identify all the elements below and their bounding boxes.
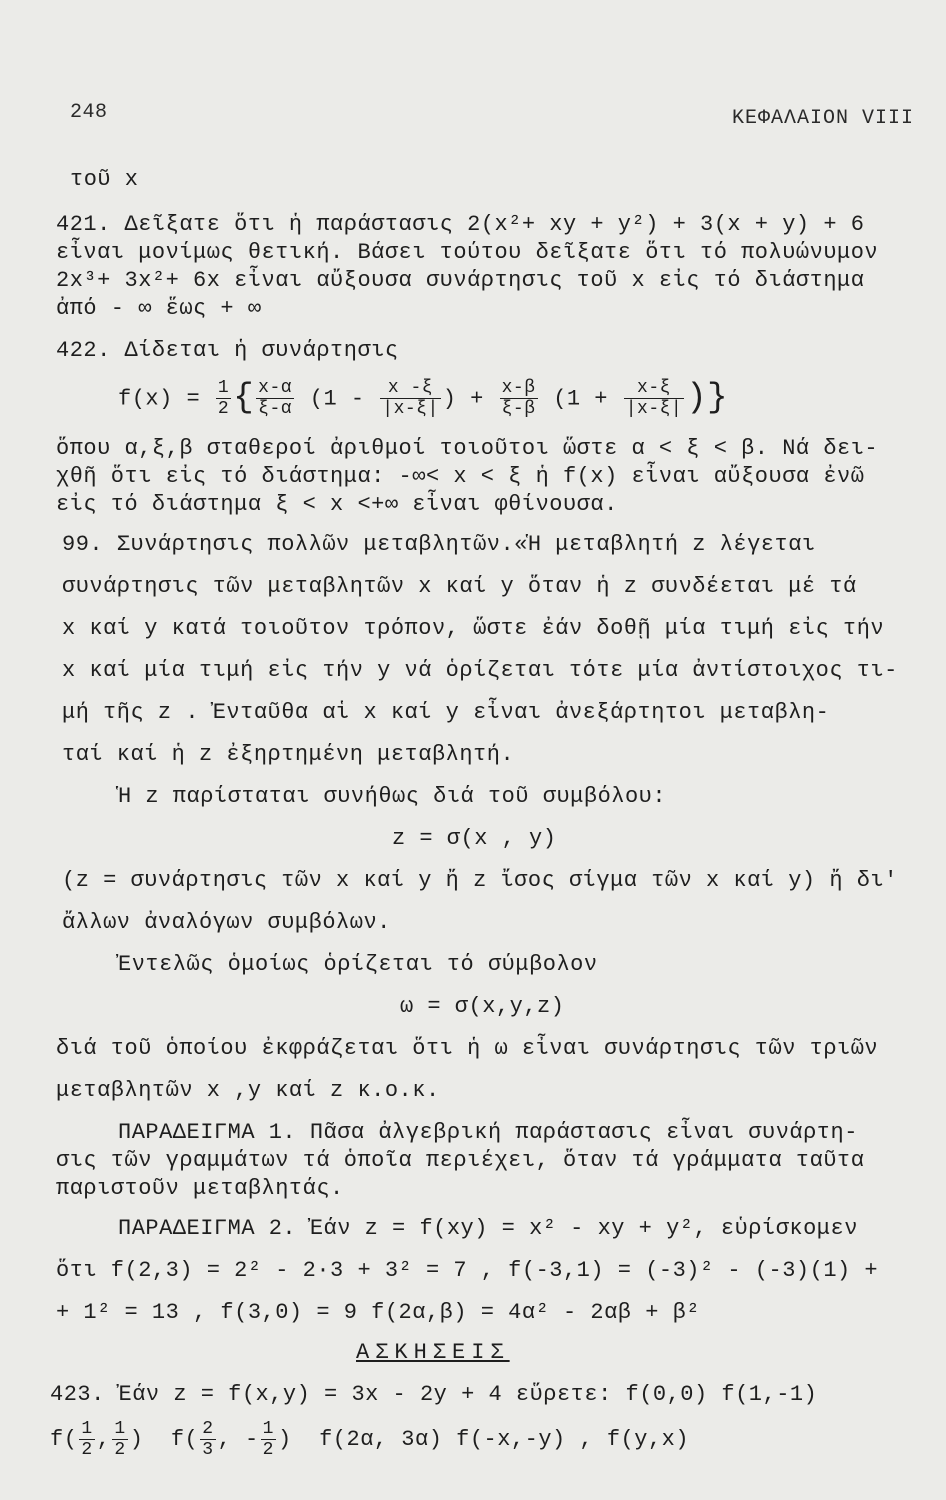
fraction-denominator: 2 <box>81 1439 93 1460</box>
text-line: Ἐντελῶς ὁμοίως ὁρίζεται τό σύμβολον <box>118 952 598 977</box>
text-line: διά τοῦ ὁποίου ἐκφράζεται ὅτι ἡ ω εἶναι συνάρτησις τῶν τριῶν <box>56 1036 879 1061</box>
text-line: μεταβλητῶν x ,y καί z κ.ο.κ. <box>56 1078 440 1103</box>
fraction-numerator: 1 <box>262 1418 274 1439</box>
fraction-numerator: 2 <box>202 1418 214 1439</box>
fraction-denominator: 2 <box>217 399 230 419</box>
fraction-denominator: 2 <box>114 1439 126 1460</box>
fraction <box>79 1419 94 1460</box>
fraction-numerator: x -ξ <box>380 378 441 399</box>
section-99-heading: 99. Συνάρτησις πολλῶν μεταβλητῶν.«Ἡ μεταβλητή z λέγεται <box>62 532 816 557</box>
chapter-heading: ΚΕΦΑΛΑΙΟΝ VIII <box>732 107 915 130</box>
formula-422 <box>118 378 728 419</box>
text-line: παριστοῦν μεταβλητάς. <box>56 1176 344 1201</box>
fraction-numerator: x-β <box>501 378 536 398</box>
fraction-numerator: x-α <box>258 378 293 398</box>
text-line: σις τῶν γραμμάτων τά ὁποῖα περιέχει, ὅταν τά γράμματα ταῦτα <box>56 1148 865 1173</box>
left-brace: { <box>233 379 255 418</box>
text-line: x καί μία τιμή εἰς τήν y νά ὁρίζεται τότε μία ἀντίστοιχος τι- <box>62 658 898 683</box>
fraction <box>200 1419 215 1460</box>
fraction-denominator: |x-ξ| <box>382 399 439 419</box>
fraction-denominator: |x-ξ| <box>625 399 683 419</box>
fraction-denominator: 2 <box>262 1439 274 1460</box>
fraction <box>500 378 538 419</box>
example-2: ΠΑΡΑΔΕΙΓΜΑ 2. Ἐάν z = f(xy) = x² - xy + y², εὑρίσκομεν <box>118 1216 858 1241</box>
example-1: ΠΑΡΑΔΕΙΓΜΑ 1. Πᾶσα ἀλγεβρική παράστασις εἶναι συνάρτη- <box>118 1120 858 1145</box>
fraction-numerator: x-ξ <box>624 378 685 399</box>
formula-part: (1 + <box>553 386 609 412</box>
fraction-half <box>216 378 231 419</box>
text-line: τοῦ x <box>70 167 139 192</box>
exercise-421-line: 421. Δεῖξατε ὅτι ἡ παράστασις 2(x²+ xy + y²) + 3(x + y) + 6 <box>56 212 865 237</box>
fraction-denominator: ξ-β <box>501 399 536 419</box>
fraction <box>380 378 441 419</box>
formula-part: ) + <box>442 386 484 412</box>
text-line: εἰς τό διάστημα ξ < x <+∞ εἶναι φθίνουσα. <box>56 492 618 517</box>
exercises-heading: ΑΣΚΗΣΕΙΣ <box>356 1340 510 1365</box>
text-line: μή τῆς z . Ἐνταῦθα αἱ x καί y εἶναι ἀνεξάρτητοι μεταβλη- <box>62 700 830 725</box>
fraction <box>624 378 685 419</box>
text-line: συνάρτησις τῶν μεταβλητῶν x καί y ὅταν ἡ z συνδέεται μέ τά <box>62 574 857 599</box>
text-line: (z = συνάρτησις τῶν x καί y ἤ z ἴσος σίγμα τῶν x καί y) ἤ δι' <box>62 868 898 893</box>
text-line: ὅπου α,ξ,β σταθεροί ἀριθμοί τοιοῦτοι ὥστε α < ξ < β. Νά δει- <box>56 436 879 461</box>
text-line: εἶναι μονίμως θετική. Βάσει τούτου δεῖξατε ὅτι τό πολυώνυμον <box>56 240 879 265</box>
text-line: ἄλλων ἀναλόγων συμβόλων. <box>62 910 391 935</box>
formula-close: )} <box>686 379 729 418</box>
exercise-422-line: 422. Δίδεται ἡ συνάρτησις <box>56 338 399 363</box>
exercise-423-values: f( $\frac{1}{2}$ , $\frac{1}{2}$ ) f( $\frac{2}{3}$ , - $\frac{1}{2}$ ) f(2α, 3α) f(-x,-y) , f(y,x) <box>50 1418 690 1460</box>
text-line: ἀπό - ∞ ἕως + ∞ <box>56 296 262 321</box>
text-line: + 1² = 13 , f(3,0) = 9 f(2α,β) = 4α² - 2αβ + β² <box>56 1300 701 1325</box>
fraction <box>112 1419 127 1460</box>
text-line: ὅτι f(2,3) = 2² - 2·3 + 3² = 7 , f(-3,1) = (-3)² - (-3)(1) + <box>56 1258 879 1283</box>
formula-lhs: f(x) = <box>118 386 201 412</box>
text-line: ταί καί ἡ z ἐξηρτημένη μεταβλητή. <box>62 742 515 767</box>
text-line: Ἡ z παρίσταται συνήθως διά τοῦ συμβόλου: <box>118 784 667 809</box>
formula-z: z = σ(x , y) <box>392 826 557 851</box>
formula-part: (1 - <box>309 386 365 412</box>
text-line: 2x³+ 3x²+ 6x εἶναι αὔξουσα συνάρτησις τοῦ x εἰς τό διάστημα <box>56 268 865 293</box>
page-number: 248 <box>70 101 108 124</box>
exercise-423-rest: f(2α, 3α) f(-x,-y) , f(y,x) <box>319 1427 690 1452</box>
fraction-numerator: 1 <box>81 1418 93 1439</box>
fraction-numerator: 1 <box>217 378 230 398</box>
text-line: χθῆ ὅτι εἰς τό διάστημα: -∞< x < ξ ἡ f(x) εἶναι αὔξουσα ἐνῶ <box>56 464 865 489</box>
fraction <box>261 1419 276 1460</box>
formula-omega: ω = σ(x,y,z) <box>400 994 565 1019</box>
fraction-numerator: 1 <box>114 1418 126 1439</box>
fraction-denominator: 3 <box>202 1439 214 1460</box>
text-line: x καί y κατά τοιοῦτον τρόπον, ὥστε ἐάν δοθῇ μία τιμή εἰς τήν <box>62 616 885 641</box>
exercise-423-line: 423. Ἐάν z = f(x,y) = 3x - 2y + 4 εὕρετε: f(0,0) f(1,-1) <box>50 1382 818 1407</box>
fraction <box>256 378 294 419</box>
fraction-denominator: ξ-α <box>258 399 293 419</box>
